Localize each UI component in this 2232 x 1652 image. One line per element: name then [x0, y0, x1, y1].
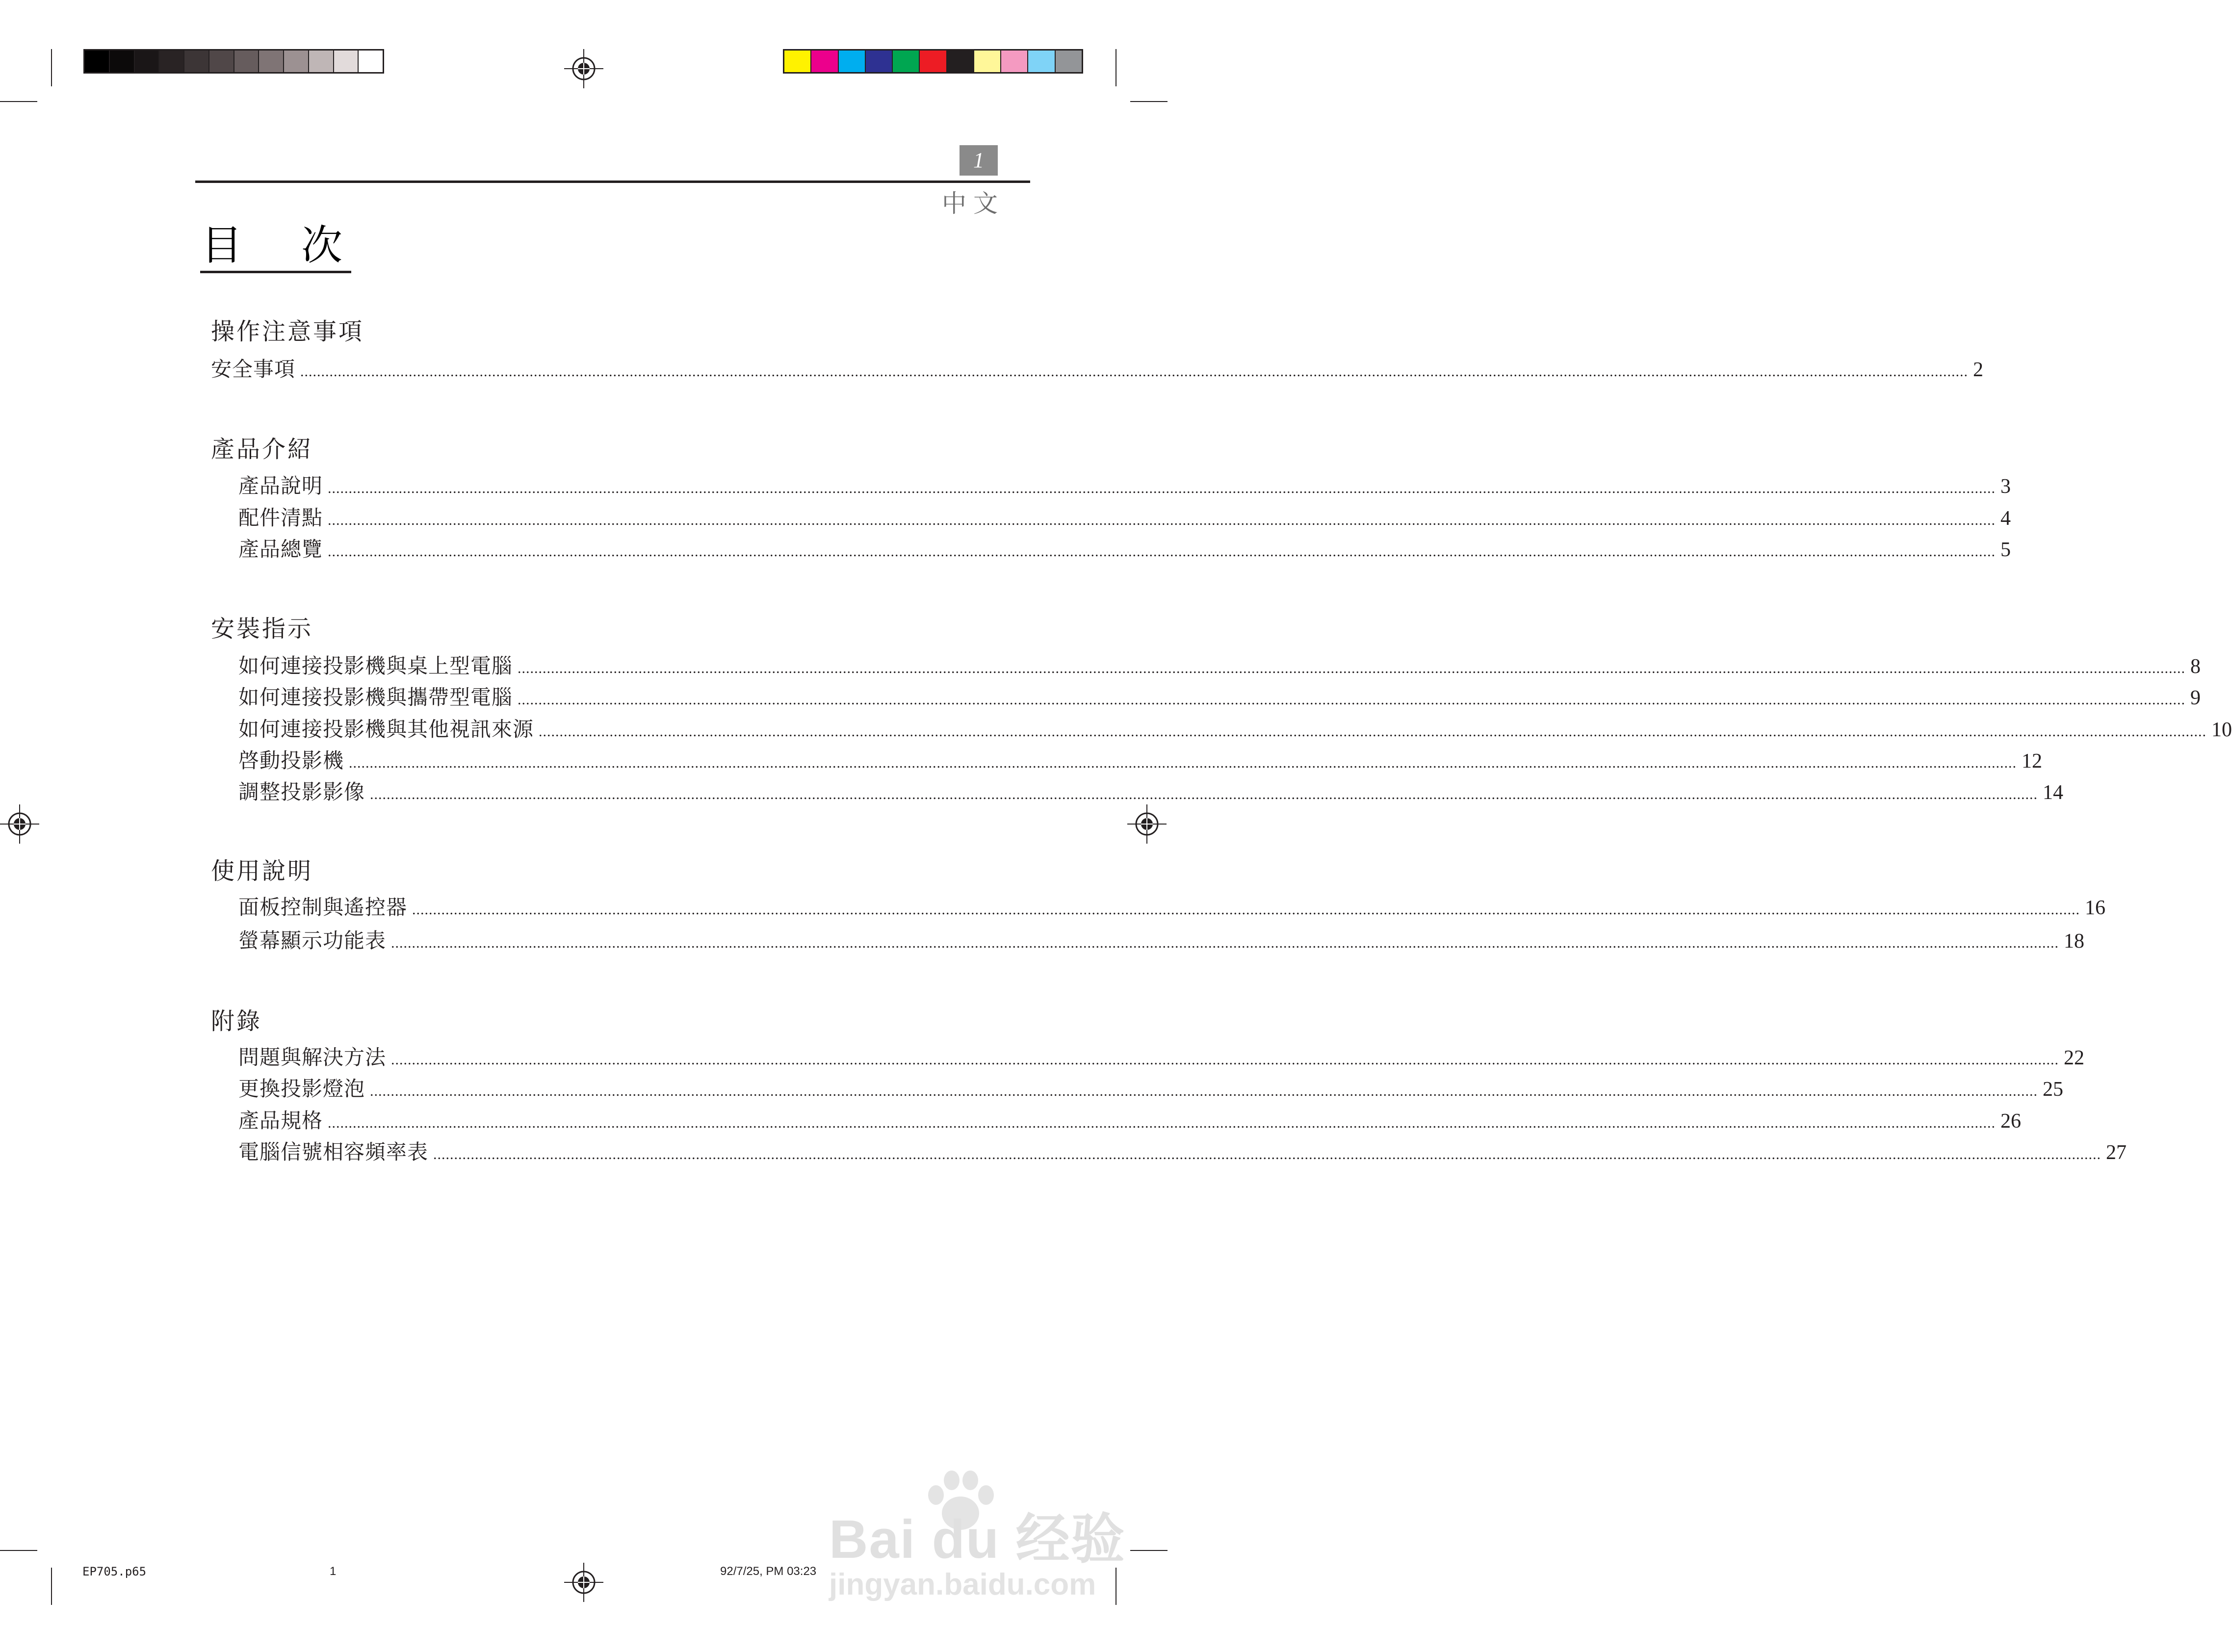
crop-mark — [51, 1568, 52, 1605]
color-calibration-strip — [783, 49, 1083, 74]
leader-dots: ................................................................................................................................................................................................................................................................................................................................................................................................................ — [370, 1083, 2038, 1099]
toc-entry[interactable] — [238, 1077, 2064, 1101]
toc-entry-page: 2 — [1973, 359, 1984, 381]
toc-entry-label: 啓動投影機 — [238, 749, 344, 773]
calibration-swatch — [893, 51, 920, 72]
leader-dots: ................................................................................................................................................................................................................................................................................................................................................................................................................ — [349, 755, 2017, 771]
toc-entry-label: 如何連接投影機與其他視訊來源 — [238, 717, 534, 741]
toc-entry-page: 25 — [2043, 1078, 2064, 1101]
calibration-swatch — [334, 51, 359, 72]
toc-entry[interactable] — [238, 1045, 2085, 1069]
crop-mark — [0, 1550, 37, 1551]
calibration-swatch — [1056, 51, 1082, 72]
calibration-swatch — [947, 51, 974, 72]
toc-entry-label: 產品總覽 — [238, 537, 323, 561]
toc-entry-page: 16 — [2085, 897, 2106, 919]
leader-dots: ................................................................................................................................................................................................................................................................................................................................................................................................................ — [391, 935, 2059, 951]
leader-dots: ................................................................................................................................................................................................................................................................................................................................................................................................................ — [328, 543, 1996, 560]
watermark-brand: Bai du 经验 — [829, 1509, 1126, 1570]
toc-entry[interactable] — [238, 506, 2011, 530]
grayscale-calibration-strip — [83, 49, 384, 74]
toc-entry-label: 產品說明 — [238, 474, 323, 498]
leader-dots: ................................................................................................................................................................................................................................................................................................................................................................................................................ — [328, 1115, 1996, 1131]
leader-dots: ................................................................................................................................................................................................................................................................................................................................................................................................................ — [518, 660, 2186, 676]
section-title: 操作注意事項 — [211, 318, 364, 345]
page-number-badge: 1 — [960, 145, 998, 176]
calibration-swatch — [110, 51, 135, 72]
footer-datetime: 92/7/25, PM 03:23 — [720, 1565, 817, 1578]
toc-entry-page: 27 — [2106, 1141, 2127, 1164]
toc-entry-page: 10 — [2211, 719, 2232, 741]
section-title: 附錄 — [211, 1007, 262, 1035]
calibration-swatch — [1001, 51, 1028, 72]
language-label: 中文 — [942, 189, 1005, 218]
toc-entry-label: 螢幕顯示功能表 — [238, 929, 387, 953]
leader-dots: ................................................................................................................................................................................................................................................................................................................................................................................................................ — [300, 363, 1969, 380]
leader-dots: ................................................................................................................................................................................................................................................................................................................................................................................................................ — [412, 902, 2080, 918]
calibration-swatch — [184, 51, 209, 72]
footer-filename: EP705.p65 — [82, 1565, 147, 1578]
calibration-swatch — [209, 51, 234, 72]
toc-entry[interactable] — [238, 895, 2106, 919]
leader-dots: ................................................................................................................................................................................................................................................................................................................................................................................................................ — [518, 692, 2186, 708]
toc-entry[interactable] — [211, 357, 1984, 381]
calibration-swatch — [85, 51, 110, 72]
leader-dots: ................................................................................................................................................................................................................................................................................................................................................................................................................ — [370, 786, 2038, 802]
leader-dots: ................................................................................................................................................................................................................................................................................................................................................................................................................ — [391, 1052, 2059, 1068]
footer-page: 1 — [330, 1565, 337, 1578]
toc-entry[interactable] — [238, 780, 2064, 804]
header-rule — [195, 181, 1030, 183]
page-title: 目次 — [201, 221, 402, 269]
leader-dots: ................................................................................................................................................................................................................................................................................................................................................................................................................ — [328, 480, 1996, 496]
toc-entry-label: 如何連接投影機與桌上型電腦 — [238, 654, 513, 678]
leader-dots: ................................................................................................................................................................................................................................................................................................................................................................................................................ — [433, 1146, 2102, 1162]
section-title: 安裝指示 — [211, 615, 313, 643]
calibration-swatch — [135, 51, 160, 72]
toc-entry-label: 如何連接投影機與攜帶型電腦 — [238, 685, 513, 709]
crop-mark — [51, 49, 52, 86]
toc-entry-page: 9 — [2190, 687, 2201, 709]
toc-entry-page: 3 — [2000, 475, 2011, 498]
calibration-swatch — [259, 51, 284, 72]
toc-entry-page: 5 — [2000, 539, 2011, 561]
toc-entry[interactable] — [238, 717, 2232, 741]
title-underline — [200, 271, 351, 273]
toc-entry-label: 安全事項 — [211, 357, 296, 381]
toc-entry[interactable] — [238, 537, 2011, 561]
crop-mark — [1130, 1550, 1168, 1551]
watermark-url: jingyan.baidu.com — [829, 1568, 1096, 1601]
toc-entry-label: 電腦信號相容頻率表 — [238, 1140, 429, 1164]
registration-mark-icon — [0, 804, 39, 844]
registration-mark-icon — [564, 49, 603, 88]
toc-entry-page: 18 — [2064, 930, 2085, 953]
calibration-swatch — [284, 51, 309, 72]
calibration-swatch — [974, 51, 1001, 72]
toc-entry-page: 26 — [2000, 1110, 2022, 1133]
toc-entry[interactable] — [238, 654, 2201, 678]
calibration-swatch — [811, 51, 838, 72]
leader-dots: ................................................................................................................................................................................................................................................................................................................................................................................................................ — [328, 512, 1996, 528]
toc-entry-label: 更換投影燈泡 — [238, 1077, 365, 1101]
calibration-swatch — [839, 51, 866, 72]
calibration-swatch — [159, 51, 184, 72]
section-title: 使用說明 — [211, 857, 313, 885]
toc-entry-page: 4 — [2000, 507, 2011, 530]
toc-entry-label: 產品規格 — [238, 1109, 323, 1133]
registration-mark-icon — [1127, 804, 1167, 844]
toc-entry-page: 12 — [2022, 750, 2043, 773]
section-title: 產品介紹 — [211, 436, 313, 463]
calibration-swatch — [1028, 51, 1055, 72]
leader-dots: ................................................................................................................................................................................................................................................................................................................................................................................................................ — [539, 723, 2207, 740]
toc-entry[interactable] — [238, 685, 2201, 709]
toc-entry-label: 配件清點 — [238, 506, 323, 530]
calibration-swatch — [359, 51, 383, 72]
toc-entry-page: 8 — [2190, 655, 2201, 678]
calibration-swatch — [920, 51, 947, 72]
calibration-swatch — [784, 51, 811, 72]
calibration-swatch — [234, 51, 260, 72]
calibration-swatch — [309, 51, 334, 72]
toc-entry[interactable] — [238, 749, 2043, 773]
toc-entry[interactable] — [238, 474, 2011, 498]
toc-entry-label: 問題與解決方法 — [238, 1045, 387, 1069]
calibration-swatch — [866, 51, 893, 72]
toc-entry[interactable] — [238, 929, 2085, 953]
toc-entry-page: 14 — [2043, 781, 2064, 804]
toc-entry[interactable] — [238, 1109, 2022, 1133]
crop-mark — [0, 101, 37, 102]
registration-mark-icon — [564, 1563, 603, 1602]
toc-entry-label: 面板控制與遙控器 — [238, 895, 408, 919]
toc-entry-page: 22 — [2064, 1047, 2085, 1069]
toc-entry-label: 調整投影影像 — [238, 780, 365, 804]
toc-entry[interactable] — [238, 1140, 2127, 1164]
crop-mark — [1130, 101, 1168, 102]
